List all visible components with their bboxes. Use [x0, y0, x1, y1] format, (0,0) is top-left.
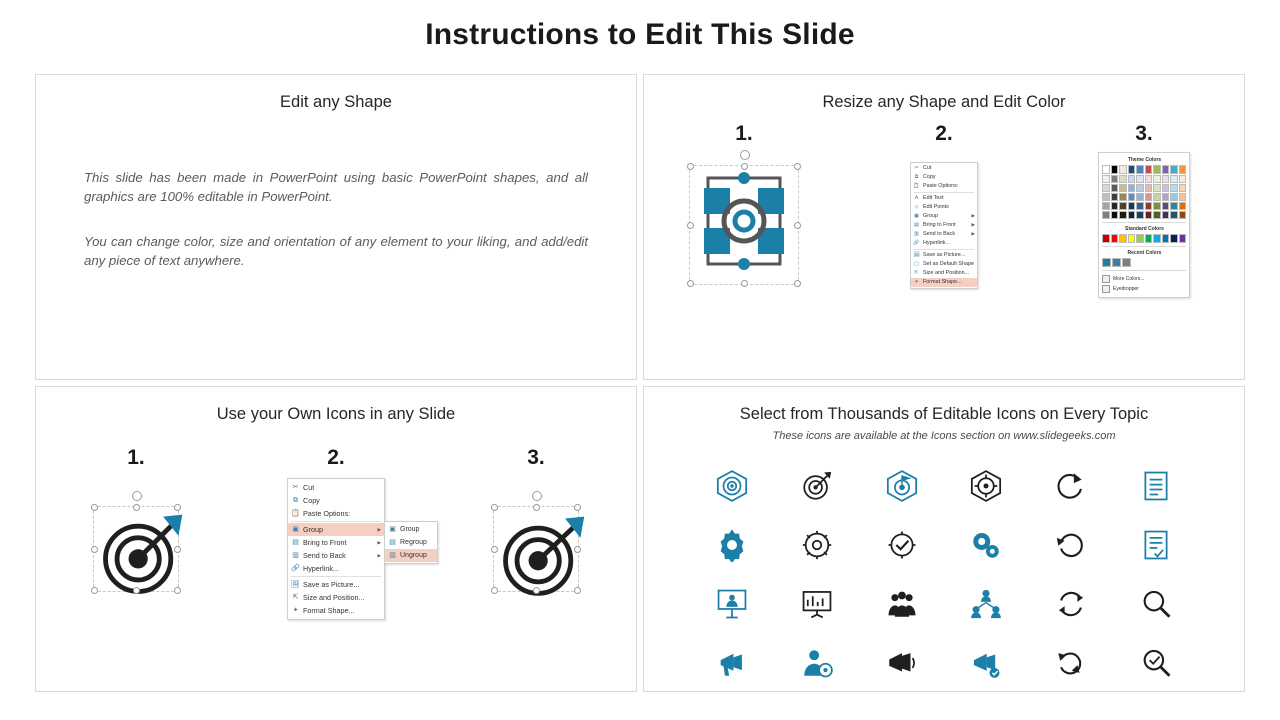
palette-icon — [1102, 275, 1110, 283]
color-swatch[interactable] — [1179, 165, 1187, 174]
own-icons-step-2-art — [246, 484, 426, 614]
own-icons-step-3-art — [446, 484, 626, 614]
color-swatch[interactable] — [1102, 211, 1110, 219]
context-menu-item-format-shape[interactable] — [911, 278, 977, 287]
rotate-arrow-icon[interactable] — [1054, 528, 1088, 562]
bring-to-front-icon: ▤ — [914, 221, 919, 228]
bring-to-front-icon: ▤ — [292, 539, 299, 546]
color-swatch[interactable] — [1111, 193, 1119, 201]
context-menu-label: Save as Picture... — [303, 580, 360, 589]
cycle-arrows-icon[interactable] — [1054, 646, 1088, 680]
menu-divider — [1102, 222, 1186, 223]
theme-shade-row[interactable] — [1102, 184, 1186, 192]
resize-handle-top-middle[interactable] — [533, 504, 540, 511]
color-swatch[interactable] — [1153, 193, 1161, 201]
megaphone-alert-icon[interactable] — [969, 646, 1003, 680]
menu-divider — [291, 521, 381, 522]
color-swatch[interactable] — [1153, 184, 1161, 192]
recent-colors-label: Recent Colors — [1127, 250, 1162, 256]
gear-check-icon[interactable] — [885, 528, 919, 562]
menu-divider — [914, 192, 974, 193]
recent-colors-row[interactable] — [1102, 258, 1186, 267]
cut-icon: ✂ — [914, 164, 919, 171]
panel-title-edit-shape: Edit any Shape — [280, 93, 392, 111]
color-swatch[interactable] — [1170, 165, 1178, 174]
color-swatch[interactable] — [1128, 175, 1136, 183]
submenu-item-group[interactable] — [385, 523, 437, 536]
color-swatch[interactable] — [1136, 165, 1144, 174]
resize-handle-top-left[interactable] — [687, 163, 694, 170]
group-submenu[interactable] — [384, 521, 438, 564]
context-menu-item[interactable] — [911, 203, 977, 212]
own-icons-step-2-number: 2. — [327, 446, 345, 469]
resize-step-3-art — [1054, 157, 1234, 292]
color-swatch[interactable] — [1119, 193, 1127, 201]
selected-shape-icon — [694, 166, 794, 276]
people-network-icon[interactable] — [969, 587, 1003, 621]
context-menu-item[interactable] — [288, 507, 384, 520]
color-swatch[interactable] — [1111, 184, 1119, 192]
color-swatch[interactable] — [1145, 234, 1153, 243]
icon-selection-box[interactable] — [93, 506, 179, 592]
color-swatch[interactable] — [1128, 193, 1136, 201]
target-flag-icon[interactable] — [885, 469, 919, 503]
color-swatch[interactable] — [1162, 193, 1170, 201]
save-picture-icon: 🖼 — [291, 581, 300, 588]
color-swatch[interactable] — [1102, 258, 1111, 267]
color-swatch[interactable] — [1119, 211, 1127, 219]
color-swatch[interactable] — [1119, 202, 1127, 210]
resize-handle-top-right[interactable] — [574, 504, 581, 511]
resize-step-3-number: 3. — [1135, 122, 1153, 145]
resize-handle-top-right[interactable] — [794, 163, 801, 170]
color-swatch[interactable] — [1170, 184, 1178, 192]
hyperlink-icon: 🔗 — [291, 565, 300, 572]
context-menu-item[interactable] — [911, 251, 977, 260]
chevron-right-icon: ▶ — [971, 231, 975, 236]
context-menu-label: Hyperlink... — [303, 564, 339, 573]
color-swatch[interactable] — [1162, 202, 1170, 210]
ungrouped-icon-selection-box[interactable] — [493, 506, 579, 592]
color-swatch[interactable] — [1111, 211, 1119, 219]
color-swatch[interactable] — [1112, 258, 1121, 267]
resize-handle-top-left[interactable] — [491, 504, 498, 511]
panel-subtitle-editable-icons: These icons are available at the Icons section on www.slidegeeks.com — [772, 430, 1116, 442]
resize-handle-bottom-left[interactable] — [491, 587, 498, 594]
eyedropper-label: Eyedropper — [1113, 286, 1139, 292]
context-menu-label: Save as Picture... — [923, 252, 966, 258]
sync-arrows-icon[interactable] — [1054, 587, 1088, 621]
announce-icon[interactable] — [885, 646, 919, 680]
default-shape-icon: ▢ — [914, 260, 919, 267]
format-shape-icon: ✦ — [914, 278, 919, 285]
context-menu-label: Copy — [923, 174, 936, 180]
edit-text-icon: A — [914, 194, 919, 201]
color-swatch[interactable] — [1170, 202, 1178, 210]
context-menu-item[interactable] — [911, 194, 977, 203]
color-swatch[interactable] — [1170, 175, 1178, 183]
context-menu-item[interactable] — [911, 260, 977, 269]
resize-handle-top-right[interactable] — [174, 504, 181, 511]
color-swatch[interactable] — [1102, 193, 1110, 201]
own-icons-step-2 — [246, 446, 426, 614]
color-swatch[interactable] — [1145, 175, 1153, 183]
color-swatch[interactable] — [1145, 165, 1153, 174]
own-icons-steps — [36, 446, 636, 614]
resize-step-1-number: 1. — [735, 122, 753, 145]
rotate-handle[interactable] — [532, 491, 542, 501]
color-swatch[interactable] — [1136, 184, 1144, 192]
own-icons-step-3 — [446, 446, 626, 614]
color-swatch[interactable] — [1111, 234, 1119, 243]
color-swatch[interactable] — [1162, 234, 1170, 243]
magnifier-icon[interactable] — [1139, 587, 1173, 621]
context-menu-item[interactable] — [288, 591, 384, 604]
send-to-back-icon: ▥ — [914, 230, 919, 237]
color-swatch[interactable] — [1179, 175, 1187, 183]
save-picture-icon: 🖼 — [913, 251, 920, 258]
panel-own-icons — [35, 386, 637, 692]
edit-points-icon: ◇ — [914, 203, 919, 210]
context-menu-label: Edit Points — [923, 204, 949, 210]
group-icon: ▣ — [914, 212, 919, 219]
context-menu-item[interactable] — [288, 562, 384, 575]
color-swatch[interactable] — [1153, 211, 1161, 219]
eyedropper-icon — [1102, 285, 1110, 293]
resize-handle-bottom-left[interactable] — [91, 587, 98, 594]
chevron-right-icon: ▶ — [377, 552, 381, 558]
panel-editable-icons — [643, 386, 1245, 692]
target-dart-icon[interactable] — [800, 469, 834, 503]
own-icons-step-1 — [46, 446, 226, 614]
group-icon: ▣ — [292, 526, 299, 533]
color-swatch[interactable] — [1179, 211, 1187, 219]
more-colors-item[interactable] — [1102, 274, 1186, 284]
context-menu-item[interactable] — [911, 212, 977, 221]
resize-handle-bottom-right[interactable] — [794, 280, 801, 287]
ungroup-icon: ▥ — [389, 552, 396, 559]
color-swatch[interactable] — [1111, 202, 1119, 210]
resize-handle-top-middle[interactable] — [741, 163, 748, 170]
theme-colors-label: Theme Colors — [1127, 157, 1162, 163]
resize-handle-top-left[interactable] — [91, 504, 98, 511]
color-swatch[interactable] — [1153, 175, 1161, 183]
context-menu-label: Paste Options: — [923, 183, 959, 189]
color-swatch[interactable] — [1153, 234, 1161, 243]
presentation-board-icon[interactable] — [800, 587, 834, 621]
color-swatch[interactable] — [1119, 165, 1127, 174]
resize-handle-bottom-middle[interactable] — [741, 280, 748, 287]
resize-handle-bottom-middle[interactable] — [133, 587, 140, 594]
resize-handle-bottom-right[interactable] — [174, 587, 181, 594]
panel-grid — [35, 74, 1245, 696]
context-menu-item[interactable] — [288, 604, 384, 617]
color-swatch[interactable] — [1145, 211, 1153, 219]
resize-handle-middle-right[interactable] — [174, 546, 181, 553]
resize-handle-bottom-middle[interactable] — [533, 587, 540, 594]
submenu-item-ungroup[interactable] — [385, 549, 437, 562]
submenu-label: Ungroup — [400, 552, 427, 559]
submenu-label: Regroup — [400, 539, 427, 546]
resize-handle-middle-right[interactable] — [574, 546, 581, 553]
group-icon: ▣ — [389, 526, 396, 533]
target-circles-icon[interactable] — [715, 469, 749, 503]
chevron-right-icon: ▶ — [377, 526, 381, 532]
panel-title-resize-shape: Resize any Shape and Edit Color — [822, 93, 1066, 111]
gear-icon[interactable] — [715, 528, 749, 562]
person-presenter-icon[interactable] — [715, 587, 749, 621]
context-menu-label: Group — [303, 525, 323, 534]
color-swatch[interactable] — [1170, 234, 1178, 243]
color-swatch[interactable] — [1136, 234, 1144, 243]
color-swatch[interactable] — [1122, 258, 1131, 267]
context-menu-label: Size and Position... — [303, 593, 365, 602]
icon-library-grid — [690, 456, 1198, 692]
rotate-handle[interactable] — [740, 150, 750, 160]
paste-icon: 📋 — [913, 182, 920, 189]
context-menu-item[interactable] — [911, 239, 977, 248]
format-shape-icon: ✦ — [292, 607, 299, 614]
context-menu-label: Paste Options: — [303, 509, 351, 518]
context-menu-item[interactable] — [288, 481, 384, 494]
context-menu-label: Set as Default Shape — [923, 261, 974, 267]
context-menu-item[interactable] — [288, 549, 384, 562]
color-swatch[interactable] — [1136, 202, 1144, 210]
theme-colors-row[interactable] — [1102, 165, 1186, 174]
color-swatch[interactable] — [1136, 175, 1144, 183]
color-swatch[interactable] — [1111, 175, 1119, 183]
context-menu-item[interactable] — [911, 221, 977, 230]
context-menu-label: Send to Back — [923, 231, 956, 237]
own-icons-step-1-art — [46, 484, 226, 614]
context-menu-item[interactable] — [288, 536, 384, 549]
theme-shade-row[interactable] — [1102, 193, 1186, 201]
color-swatch[interactable] — [1153, 165, 1161, 174]
context-menu-label: Format Shape... — [923, 279, 962, 285]
resize-handle-middle-left[interactable] — [491, 546, 498, 553]
theme-shade-row[interactable] — [1102, 202, 1186, 210]
size-position-icon: ⇱ — [292, 594, 299, 601]
color-swatch[interactable] — [1179, 184, 1187, 192]
color-swatch[interactable] — [1128, 165, 1136, 174]
resize-step-1-art — [654, 160, 834, 290]
context-menu-item[interactable] — [288, 494, 384, 507]
color-swatch[interactable] — [1111, 165, 1119, 174]
hyperlink-icon: 🔗 — [913, 239, 920, 246]
chevron-right-icon: ▶ — [971, 222, 975, 227]
resize-handle-middle-right[interactable] — [794, 222, 801, 229]
resize-step-1 — [654, 122, 834, 290]
color-swatch[interactable] — [1170, 211, 1178, 219]
resize-handle-top-middle[interactable] — [133, 504, 140, 511]
context-menu-label: Copy — [303, 496, 320, 505]
copy-icon: ⧉ — [293, 497, 298, 504]
color-swatch[interactable] — [1136, 211, 1144, 219]
megaphone-icon[interactable] — [715, 646, 749, 680]
resize-handle-bottom-right[interactable] — [574, 587, 581, 594]
panel-title-editable-icons: Select from Thousands of Editable Icons on Every Topic — [739, 405, 1149, 423]
context-menu-item[interactable] — [288, 578, 384, 591]
standard-colors-label: Standard Colors — [1125, 226, 1164, 232]
chevron-right-icon: ▶ — [971, 213, 975, 218]
regroup-icon: ▤ — [389, 539, 396, 546]
color-swatch[interactable] — [1153, 202, 1161, 210]
context-menu-label: Bring to Front — [303, 538, 347, 547]
person-gear-icon[interactable] — [800, 646, 834, 680]
menu-divider — [914, 249, 974, 250]
menu-divider — [1102, 246, 1186, 247]
context-menu-item[interactable] — [911, 173, 977, 182]
shape-selection-box[interactable] — [689, 165, 799, 285]
resize-step-2 — [854, 122, 1034, 290]
eyedropper-item[interactable] — [1102, 284, 1186, 294]
submenu-item-regroup[interactable] — [385, 536, 437, 549]
color-swatch[interactable] — [1128, 202, 1136, 210]
color-swatch[interactable] — [1128, 184, 1136, 192]
color-swatch[interactable] — [1162, 211, 1170, 219]
panel-title-own-icons: Use your Own Icons in any Slide — [216, 405, 456, 423]
color-swatch[interactable] — [1102, 202, 1110, 210]
color-picker-panel[interactable] — [1098, 152, 1190, 298]
color-swatch[interactable] — [1128, 211, 1136, 219]
theme-shade-row[interactable] — [1102, 211, 1186, 219]
more-colors-label: More Colors... — [1113, 276, 1145, 282]
resize-steps — [644, 122, 1244, 290]
color-swatch[interactable] — [1145, 184, 1153, 192]
color-swatch[interactable] — [1136, 193, 1144, 201]
document-list-icon[interactable] — [1139, 469, 1173, 503]
context-menu-label: Send to Back — [303, 551, 346, 560]
theme-shade-row[interactable] — [1102, 175, 1186, 183]
color-swatch[interactable] — [1102, 184, 1110, 192]
context-menu-item[interactable] — [911, 182, 977, 191]
menu-divider — [1102, 270, 1186, 271]
resize-handle-bottom-left[interactable] — [687, 280, 694, 287]
standard-colors-row[interactable] — [1102, 234, 1186, 243]
gear-outline-icon[interactable] — [800, 528, 834, 562]
color-swatch[interactable] — [1119, 175, 1127, 183]
color-swatch[interactable] — [1162, 165, 1170, 174]
ungroup-context-menu[interactable] — [287, 478, 427, 620]
color-swatch[interactable] — [1119, 234, 1127, 243]
submenu-label: Group — [400, 526, 420, 533]
color-swatch[interactable] — [1179, 234, 1187, 243]
resize-step-3 — [1054, 122, 1234, 290]
context-menu-item[interactable] — [911, 164, 977, 173]
color-swatch[interactable] — [1179, 193, 1187, 201]
refresh-arrow-icon[interactable] — [1054, 469, 1088, 503]
color-swatch[interactable] — [1162, 175, 1170, 183]
context-menu-item[interactable] — [911, 269, 977, 278]
color-swatch[interactable] — [1128, 234, 1136, 243]
panel-edit-any-shape — [35, 74, 637, 380]
color-swatch[interactable] — [1119, 184, 1127, 192]
panel-resize-shape — [643, 74, 1245, 380]
color-swatch[interactable] — [1162, 184, 1170, 192]
context-menu-label: Hyperlink... — [923, 240, 950, 246]
color-swatch[interactable] — [1102, 175, 1110, 183]
context-menu-label: Edit Text — [923, 195, 944, 201]
paste-icon: 📋 — [291, 510, 300, 517]
context-menu-label: Cut — [303, 483, 315, 492]
edit-shape-paragraph-1: This slide has been made in PowerPoint using basic PowerPoint shapes, and all graphics are 100% editable in PowerPoint. — [84, 170, 588, 204]
gears-pair-icon[interactable] — [969, 528, 1003, 562]
resize-step-2-art — [854, 160, 1034, 290]
context-menu-label: Group — [923, 213, 938, 219]
copy-icon: ⧉ — [914, 173, 919, 180]
send-to-back-icon: ▥ — [292, 552, 299, 559]
color-swatch[interactable] — [1170, 193, 1178, 201]
team-group-icon[interactable] — [885, 587, 919, 621]
color-swatch[interactable] — [1145, 202, 1153, 210]
page-title: Instructions to Edit This Slide — [425, 18, 855, 51]
rotate-handle[interactable] — [132, 491, 142, 501]
chevron-right-icon: ▶ — [377, 539, 381, 545]
context-menu-label: Bring to Front — [923, 222, 956, 228]
color-swatch[interactable] — [1102, 234, 1110, 243]
document-checklist-icon[interactable] — [1139, 528, 1173, 562]
context-menu-item[interactable] — [911, 230, 977, 239]
shape-context-menu[interactable] — [910, 162, 978, 289]
size-position-icon: ⇱ — [914, 269, 919, 276]
resize-handle-middle-left[interactable] — [687, 222, 694, 229]
resize-handle-middle-left[interactable] — [91, 546, 98, 553]
color-swatch[interactable] — [1179, 202, 1187, 210]
magnifier-check-icon[interactable] — [1139, 646, 1173, 680]
color-swatch[interactable] — [1145, 193, 1153, 201]
color-swatch[interactable] — [1102, 165, 1110, 174]
cut-icon: ✂ — [292, 484, 299, 491]
context-menu-label: Size and Position... — [923, 270, 970, 276]
context-menu-label: Cut — [923, 165, 932, 171]
menu-divider — [291, 576, 381, 577]
edit-shape-paragraph-2: You can change color, size and orientation of any element to your liking, and add/edit any piece of text anywhere. — [84, 234, 588, 268]
own-icons-step-1-number: 1. — [127, 446, 145, 469]
crosshair-icon[interactable] — [969, 469, 1003, 503]
own-icons-step-3-number: 3. — [527, 446, 545, 469]
context-menu-label: Format Shape... — [303, 606, 355, 615]
resize-step-2-number: 2. — [935, 122, 953, 145]
